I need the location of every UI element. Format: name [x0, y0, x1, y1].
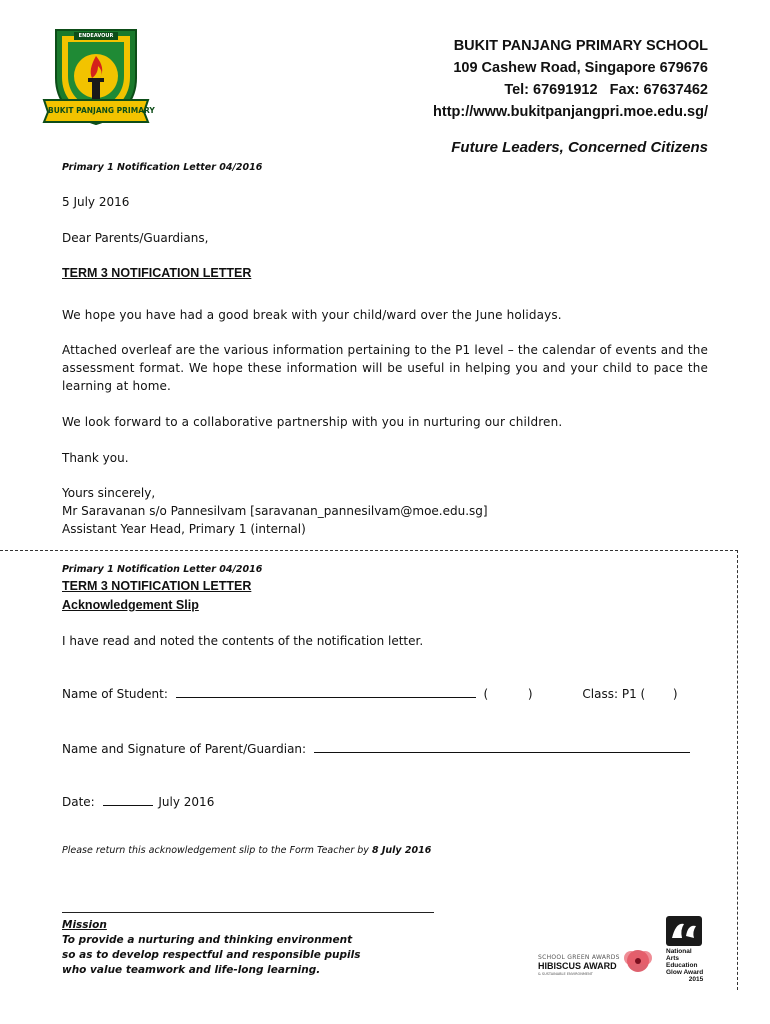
school-website[interactable]: http://www.bukitpanjangpri.moe.edu.sg/: [433, 104, 708, 120]
student-name-label: Name of Student:: [62, 687, 168, 701]
cut-line: [0, 550, 738, 551]
register-number-close: ): [527, 687, 533, 701]
school-contact: Tel: 67691912 Fax: 67637462: [504, 82, 708, 98]
arts-award-line-3: Education: [666, 962, 698, 969]
school-header: [433, 35, 708, 123]
return-note-date: 8 July 2016: [371, 845, 432, 856]
letter-signatory[interactable]: Mr Saravanan s/o Pannesilvam [saravanan_pannesilvam@moe.edu.sg]: [62, 504, 488, 518]
arts-award-line-5: 2015: [688, 976, 704, 983]
cut-line-vertical: [737, 550, 738, 990]
class-label: Class: P1 (: [582, 687, 646, 701]
class-close: ): [672, 687, 678, 701]
school-name: BUKIT PANJANG PRIMARY SCHOOL: [453, 38, 708, 54]
register-number-field[interactable]: [492, 686, 524, 698]
parent-signature-row: [62, 740, 722, 758]
school-crest: [40, 20, 155, 132]
slip-date-field[interactable]: [103, 793, 153, 806]
slip-statement: I have read and noted the contents of the notification letter.: [62, 634, 424, 648]
hibiscus-flower-icon: [618, 946, 658, 976]
green-award-small: & SUSTAINABLE ENVIRONMENT: [538, 972, 593, 976]
slip-reference: Primary 1 Notification Letter 04/2016: [62, 564, 263, 575]
crest-banner-text: ENDEAVOUR: [78, 33, 114, 39]
mission-line-2: so as to develop respectful and responsible pupils: [62, 949, 361, 961]
slip-date-row: [62, 793, 214, 811]
school-motto: Future Leaders, Concerned Citizens: [451, 139, 708, 156]
arts-award-text: [666, 948, 703, 983]
letter-paragraph-2: Attached overleaf are the various information pertaining to the P1 level – the calendar of events and the assessment format. We hope these information will be useful in helping you and your child to pace the learning at home.: [62, 343, 708, 393]
register-number-open: (: [483, 687, 489, 701]
arts-award-line-2: Arts: [666, 955, 680, 962]
mission-title: Mission: [62, 919, 107, 931]
slip-date-suffix: July 2016: [158, 795, 215, 809]
letter-paragraph-1: We hope you have had a good break with your child/ward over the June holidays.: [62, 308, 562, 322]
student-name-field[interactable]: [176, 685, 476, 698]
crest-ribbon-text: BUKIT PANJANG PRIMARY: [48, 106, 155, 115]
letter-closing-block: [62, 484, 488, 538]
letter-salutation: Dear Parents/Guardians,: [62, 231, 209, 245]
parent-signature-field[interactable]: [314, 740, 690, 753]
arts-award-logo: [666, 916, 710, 988]
return-note-text: Please return this acknowledgement slip to the Form Teacher by: [62, 845, 369, 856]
slip-date-label: Date:: [62, 795, 95, 809]
arts-education-mark-icon: [666, 916, 702, 946]
letter-heading: TERM 3 NOTIFICATION LETTER: [62, 266, 252, 280]
letter-paragraph-3: We look forward to a collaborative partnership with you in nurturing our children.: [62, 415, 563, 429]
mission-line-3: who value teamwork and life-long learning.: [62, 964, 321, 976]
letter-date: 5 July 2016: [62, 195, 130, 209]
return-note: [62, 845, 431, 856]
green-award-top: SCHOOL GREEN AWARDS: [538, 954, 620, 961]
student-name-row: [62, 685, 722, 703]
class-field[interactable]: [649, 686, 669, 698]
mission-block: [62, 918, 361, 978]
school-address: 109 Cashew Road, Singapore 679676: [453, 60, 708, 76]
hibiscus-award-logo: [534, 944, 664, 978]
arts-award-line-4: Glow Award: [666, 969, 704, 976]
footer-rule: [62, 912, 434, 913]
letter-signatory-title: Assistant Year Head, Primary 1 (internal): [62, 522, 306, 536]
arts-award-line-1: National: [666, 948, 692, 955]
parent-signature-label: Name and Signature of Parent/Guardian:: [62, 742, 307, 756]
slip-heading: TERM 3 NOTIFICATION LETTER: [62, 579, 252, 593]
mission-line-1: To provide a nurturing and thinking environment: [62, 934, 353, 946]
letter-closing: Yours sincerely,: [62, 486, 156, 500]
letter-reference: Primary 1 Notification Letter 04/2016: [62, 162, 263, 173]
letter-thanks: Thank you.: [62, 451, 129, 465]
green-award-main: HIBISCUS AWARD: [538, 961, 617, 971]
slip-subheading: Acknowledgement Slip: [62, 598, 199, 612]
